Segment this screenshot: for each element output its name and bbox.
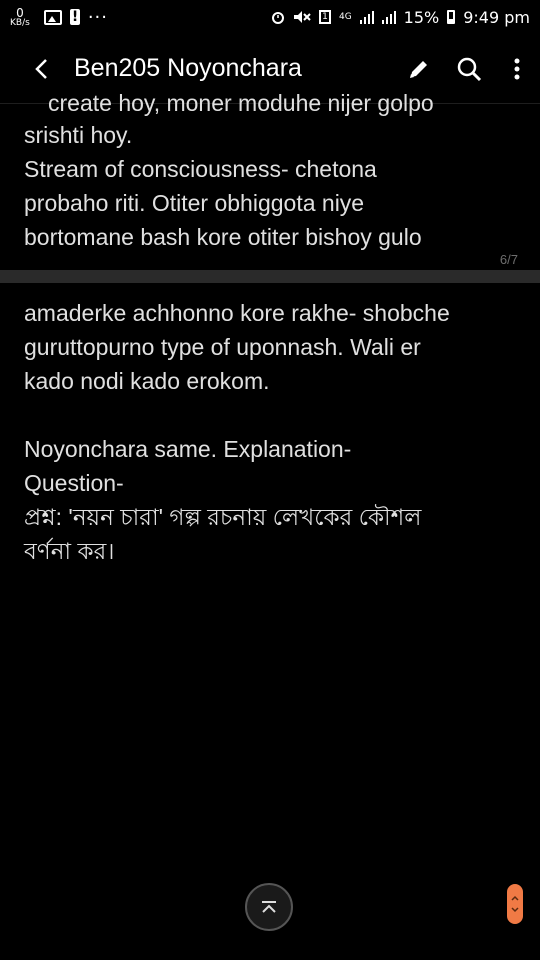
signal-icon-2 — [382, 10, 396, 24]
note-text-line: Noyonchara same. Explanation- — [24, 436, 352, 462]
note-text-line: kado nodi kado erokom. — [24, 368, 270, 394]
battery-icon — [447, 10, 455, 24]
note-text-line: Stream of consciousness- chetona — [24, 156, 377, 182]
more-options-button[interactable] — [494, 34, 540, 104]
alert-notification-icon — [70, 9, 80, 25]
note-text-line: বর্ণনা কর। — [24, 538, 115, 564]
sim-icon: 1 — [319, 10, 331, 24]
page-divider — [0, 270, 540, 283]
mute-icon — [293, 10, 311, 24]
status-bar — [0, 0, 540, 34]
note-text-line: probaho riti. Otiter obhiggota niye — [24, 190, 365, 216]
note-page-6[interactable] — [0, 90, 540, 270]
network-type: 4G — [338, 11, 352, 22]
network-speed-unit: KB/s — [10, 18, 30, 28]
search-icon — [456, 56, 482, 82]
more-vertical-icon — [514, 58, 520, 80]
clock: 9:49 pm — [463, 7, 530, 27]
battery-percent: 15% — [403, 7, 440, 27]
note-text-line: srishti hoy. — [24, 122, 133, 148]
network-speed-value: 0 — [16, 6, 24, 20]
scroll-to-top-button[interactable] — [245, 883, 293, 931]
fast-scroll-handle[interactable] — [507, 884, 523, 924]
page-indicator: 6/7 — [499, 252, 518, 267]
chevron-up-down-icon — [511, 893, 519, 915]
arrow-to-top-icon — [259, 899, 279, 915]
note-page-7[interactable] — [0, 296, 540, 568]
partial-text-line: create hoy, moner moduhe nijer golpo — [48, 90, 434, 116]
note-text-line: প্রশ্ন: 'নয়ন চারা' গল্প রচনায় লেখকের কৌশল — [24, 504, 422, 530]
note-text-line: Question- — [24, 470, 124, 496]
signal-icon — [360, 10, 374, 24]
note-text-line: guruttopurno type of uponnash. Wali er — [24, 334, 421, 360]
note-text-line — [0, 398, 540, 432]
pencil-icon — [407, 57, 431, 81]
note-text-line: bortomane bash kore otiter bishoy gulo — [24, 224, 422, 250]
alarm-icon — [271, 10, 285, 24]
gallery-notification-icon — [44, 10, 62, 25]
more-notifications-icon: ··· — [87, 6, 108, 28]
chevron-left-icon — [34, 58, 48, 80]
note-title: Ben205 Noyonchara — [74, 54, 302, 82]
note-text-line: amaderke achhonno kore rakhe- shobche — [24, 300, 450, 326]
network-speed — [10, 7, 30, 27]
